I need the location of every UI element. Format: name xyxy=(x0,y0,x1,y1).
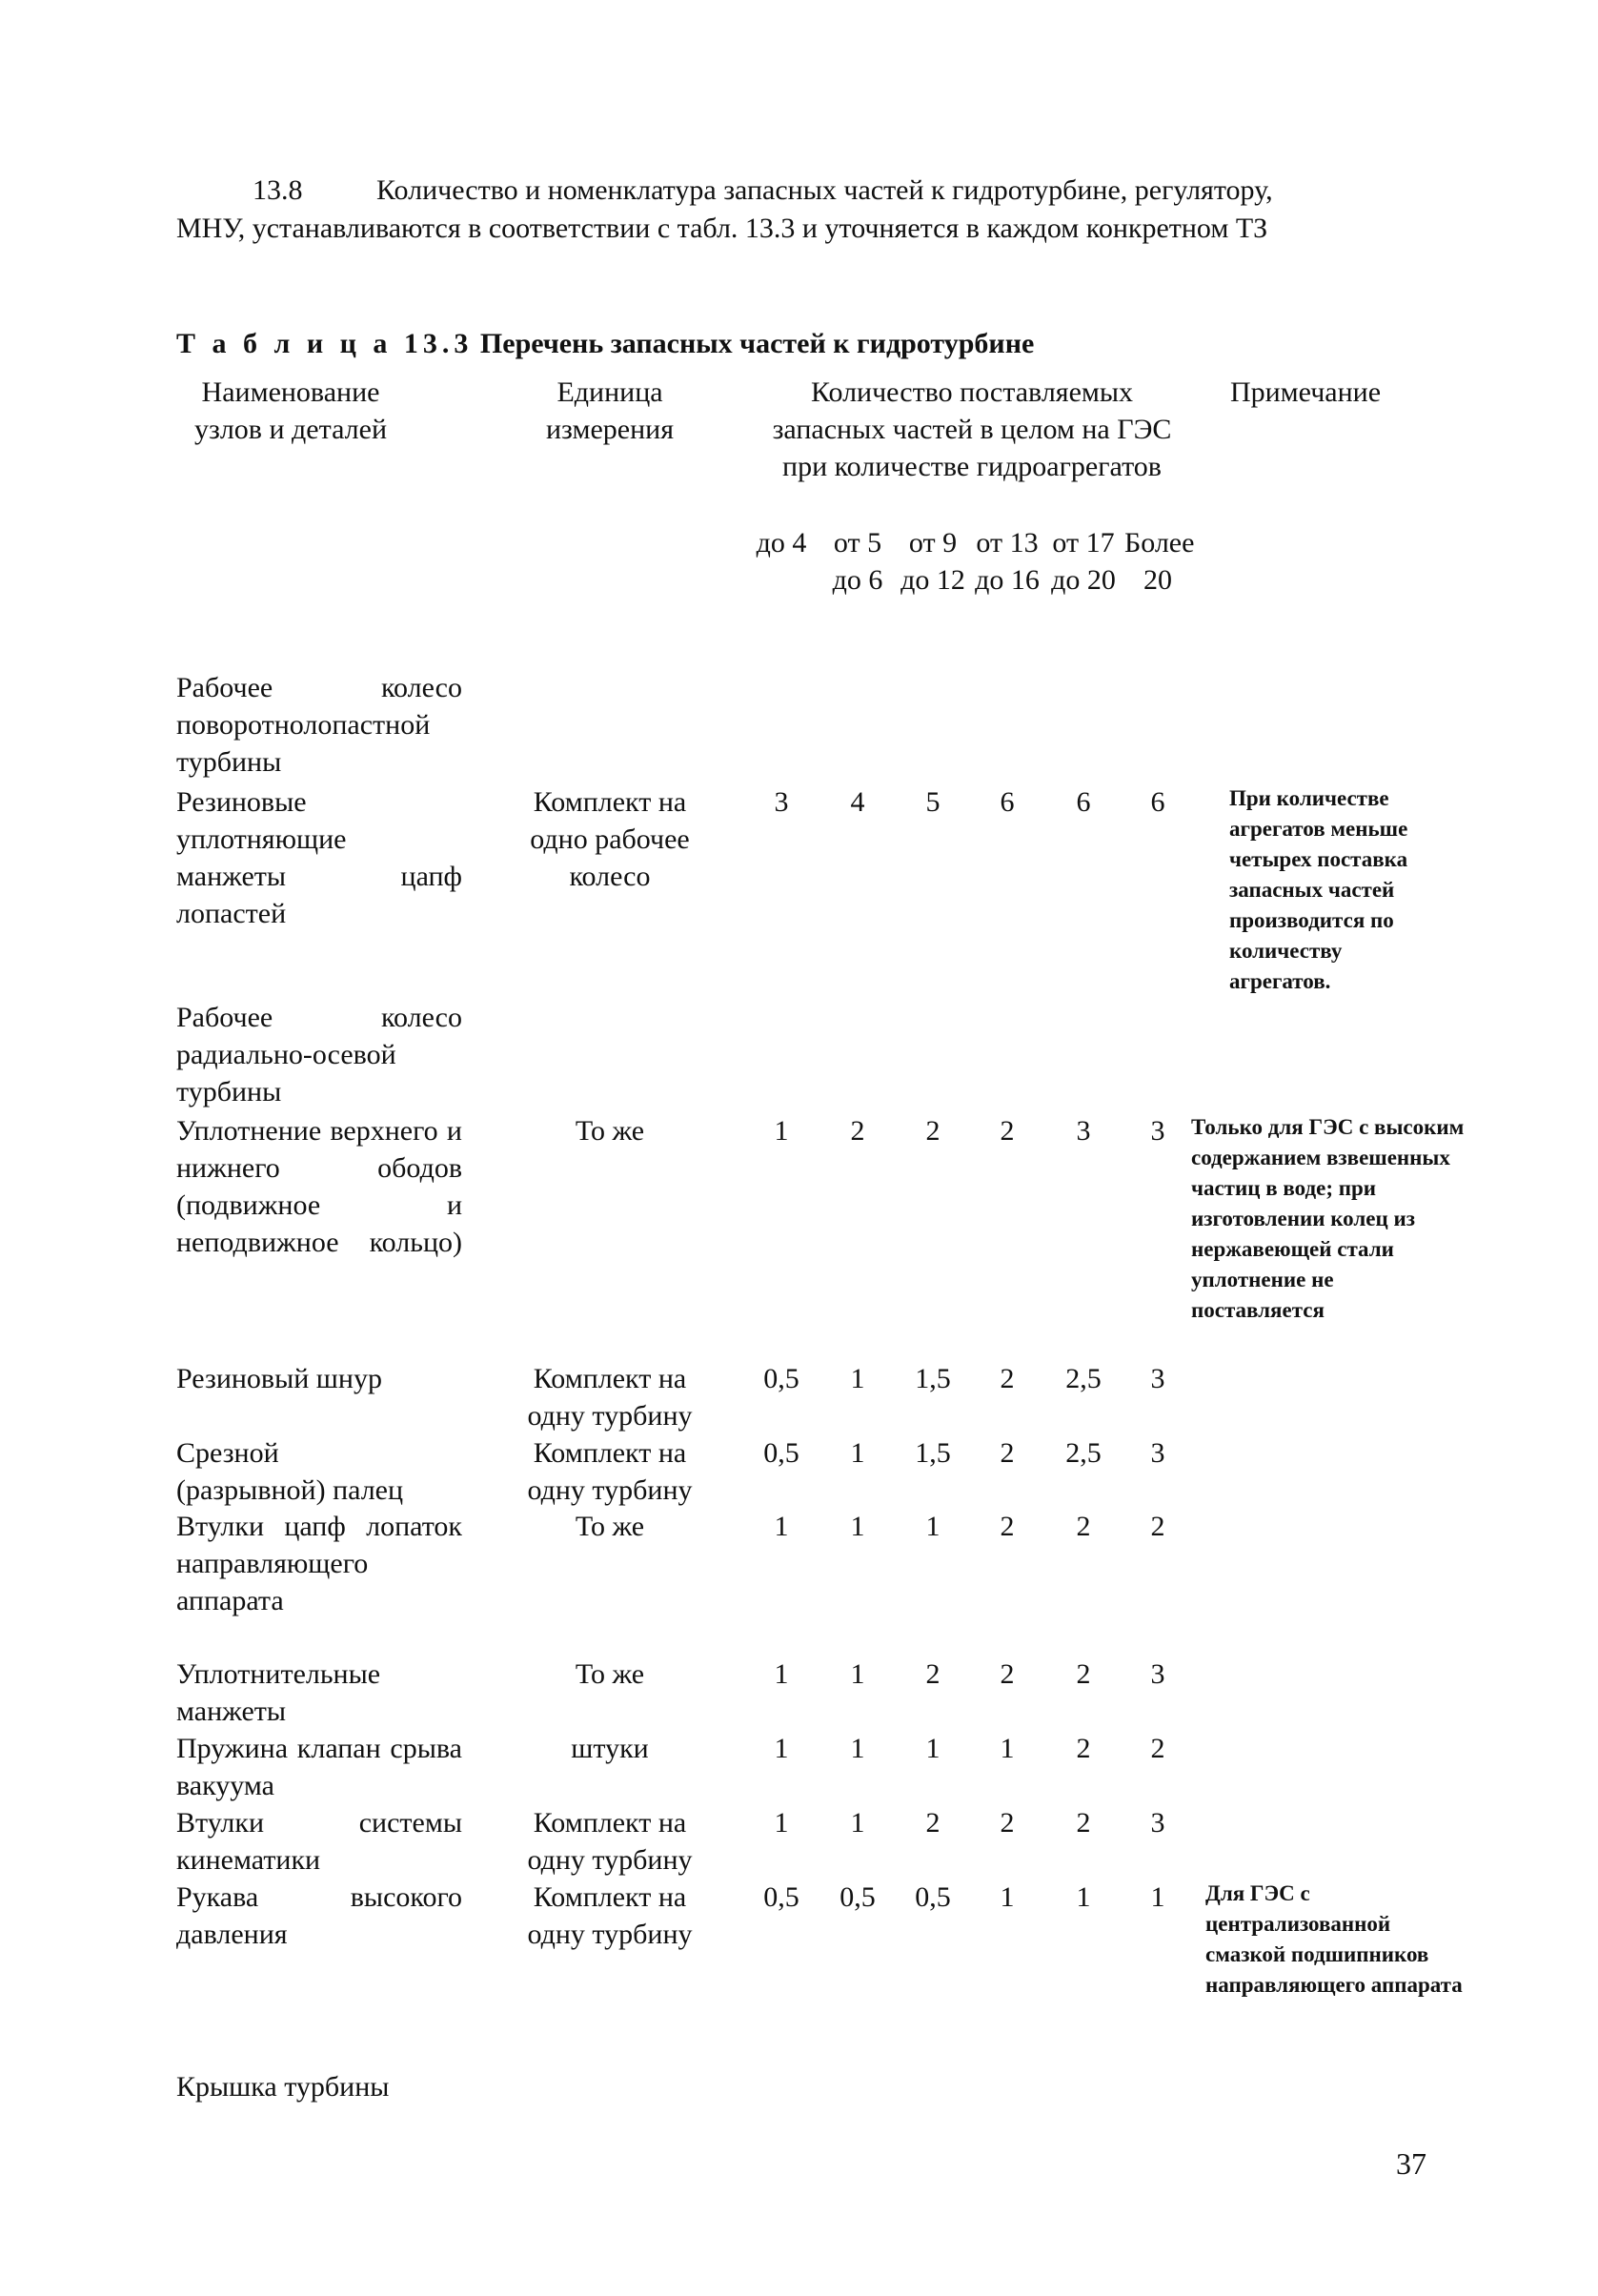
qty-cell: 2,5 xyxy=(1065,1437,1102,1469)
qty-cell: 3 xyxy=(1150,1807,1165,1839)
row-unit: То же xyxy=(575,1115,645,1147)
header-note: Примечание xyxy=(1229,376,1382,408)
qty-cell: 3 xyxy=(774,786,789,818)
qty-cell: 2 xyxy=(1000,1807,1015,1839)
header-name: Наименование узлов и деталей xyxy=(193,376,388,445)
qty-cell: 1 xyxy=(850,1807,865,1839)
row-unit: Комплект на одно рабочее колесо xyxy=(530,786,690,892)
qty-cell: 2 xyxy=(1076,1511,1091,1542)
header-unit: Единица измерения xyxy=(545,376,674,445)
row-name: Резиновые уплотняющие манжеты цапф лопастей xyxy=(176,786,462,929)
qty-cell: 2 xyxy=(1000,1437,1015,1469)
row-unit: То же xyxy=(575,1658,645,1690)
qty-cell: 0,5 xyxy=(915,1881,951,1913)
row-name: Уплотнительные манжеты xyxy=(176,1658,381,1727)
row-unit: Комплект на одну турбину xyxy=(527,1807,693,1876)
table-caption-title: Перечень запасных частей к гидротурбине xyxy=(479,328,1035,359)
qty-cell: 2 xyxy=(1076,1807,1091,1839)
row-note: При количестве агрегатов меньше четырех поставка запасных частей производится по количеству агрегатов. xyxy=(1229,786,1408,993)
header-range: до 4 xyxy=(756,527,807,559)
qty-cell: 2 xyxy=(925,1115,941,1147)
row-name: Рабочее колесо радиально-осевой турбины xyxy=(176,1002,462,1107)
page-number: 37 xyxy=(1396,2146,1426,2181)
qty-cell: 1,5 xyxy=(915,1437,951,1469)
qty-cell: 2 xyxy=(1150,1733,1165,1764)
qty-cell: 2 xyxy=(1000,1511,1015,1542)
qty-cell: 1 xyxy=(850,1511,865,1542)
row-unit: То же xyxy=(575,1511,645,1542)
header-range: Более 20 xyxy=(1124,527,1195,596)
qty-cell: 2 xyxy=(1076,1658,1091,1690)
row-unit: Комплект на одну турбину xyxy=(527,1437,693,1506)
qty-cell: 2 xyxy=(925,1658,941,1690)
qty-cell: 3 xyxy=(1076,1115,1091,1147)
qty-cell: 1 xyxy=(774,1733,789,1764)
qty-cell: 1 xyxy=(925,1733,941,1764)
header-range: от 17 до 20 xyxy=(1051,527,1116,596)
row-name: Рукава высокого давления xyxy=(176,1881,462,1950)
qty-cell: 1 xyxy=(1000,1733,1015,1764)
qty-cell: 4 xyxy=(850,786,865,818)
paragraph-number: 13.8 xyxy=(253,174,303,206)
qty-cell: 6 xyxy=(1076,786,1091,818)
row-name: Пружина клапан срыва вакуума xyxy=(176,1733,462,1801)
qty-cell: 1 xyxy=(1000,1881,1015,1913)
qty-cell: 1 xyxy=(774,1658,789,1690)
row-unit: Комплект на одну турбину xyxy=(527,1363,693,1432)
qty-cell: 2 xyxy=(1076,1733,1091,1764)
row-name: Втулки цапф лопаток направляющего аппарата xyxy=(176,1511,462,1616)
paragraph-line-1: Количество и номенклатура запасных частей к гидротурбине, регулятору, xyxy=(376,174,1273,206)
qty-cell: 3 xyxy=(1150,1658,1165,1690)
intro-paragraph xyxy=(176,172,1444,248)
qty-cell: 6 xyxy=(1000,786,1015,818)
qty-cell: 1 xyxy=(850,1437,865,1469)
qty-cell: 2,5 xyxy=(1065,1363,1102,1394)
row-name: Крышка турбины xyxy=(176,2071,390,2103)
qty-cell: 2 xyxy=(925,1807,941,1839)
qty-cell: 0,5 xyxy=(763,1363,799,1394)
header-quantity: Количество поставляемых запасных частей в целом на ГЭС при количестве гидроагрегатов xyxy=(772,376,1172,482)
row-name: Резиновый шнур xyxy=(176,1363,382,1394)
qty-cell: 0,5 xyxy=(763,1437,799,1469)
qty-cell: 6 xyxy=(1150,786,1165,818)
qty-cell: 1 xyxy=(774,1115,789,1147)
row-name: Втулки системы кинематики xyxy=(176,1807,462,1876)
row-note: Только для ГЭС с высоким содержанием взвешенных частиц в воде; при изготовлении колец из нержавеющей стали уплотнение не поставляется xyxy=(1191,1115,1465,1322)
row-unit: штуки xyxy=(571,1733,649,1764)
qty-cell: 1 xyxy=(774,1511,789,1542)
table-caption-label: Т а б л и ц а 13.3 xyxy=(176,328,474,359)
qty-cell: 2 xyxy=(1000,1363,1015,1394)
qty-cell: 1 xyxy=(850,1733,865,1764)
row-name: Уплотнение верхнего и нижнего ободов (подвижное и неподвижное кольцо) xyxy=(176,1115,462,1258)
header-range: от 9 до 12 xyxy=(900,527,965,596)
table-caption xyxy=(176,328,1034,360)
qty-cell: 1 xyxy=(1076,1881,1091,1913)
qty-cell: 2 xyxy=(1000,1658,1015,1690)
qty-cell: 3 xyxy=(1150,1363,1165,1394)
header-range: от 13 до 16 xyxy=(975,527,1040,596)
paragraph-line-2: МНУ, устанавливаются в соответствии с табл. 13.3 и уточняется в каждом конкретном ТЗ xyxy=(176,213,1268,244)
qty-cell: 0,5 xyxy=(839,1881,876,1913)
row-name: Срезной (разрывной) палец xyxy=(176,1437,404,1506)
row-name: Рабочее колесо поворотнолопастной турбины xyxy=(176,672,462,778)
qty-cell: 1 xyxy=(850,1658,865,1690)
qty-cell: 1 xyxy=(1150,1881,1165,1913)
qty-cell: 1 xyxy=(774,1807,789,1839)
qty-cell: 3 xyxy=(1150,1437,1165,1469)
header-range: от 5 до 6 xyxy=(832,527,883,596)
row-note: Для ГЭС с централизованной смазкой подшипников направляющего аппарата xyxy=(1205,1881,1463,1997)
qty-cell: 2 xyxy=(850,1115,865,1147)
qty-cell: 2 xyxy=(1000,1115,1015,1147)
qty-cell: 0,5 xyxy=(763,1881,799,1913)
qty-cell: 1 xyxy=(850,1363,865,1394)
qty-cell: 2 xyxy=(1150,1511,1165,1542)
row-unit: Комплект на одну турбину xyxy=(527,1881,693,1950)
qty-cell: 5 xyxy=(925,786,941,818)
qty-cell: 1,5 xyxy=(915,1363,951,1394)
qty-cell: 1 xyxy=(925,1511,941,1542)
qty-cell: 3 xyxy=(1150,1115,1165,1147)
